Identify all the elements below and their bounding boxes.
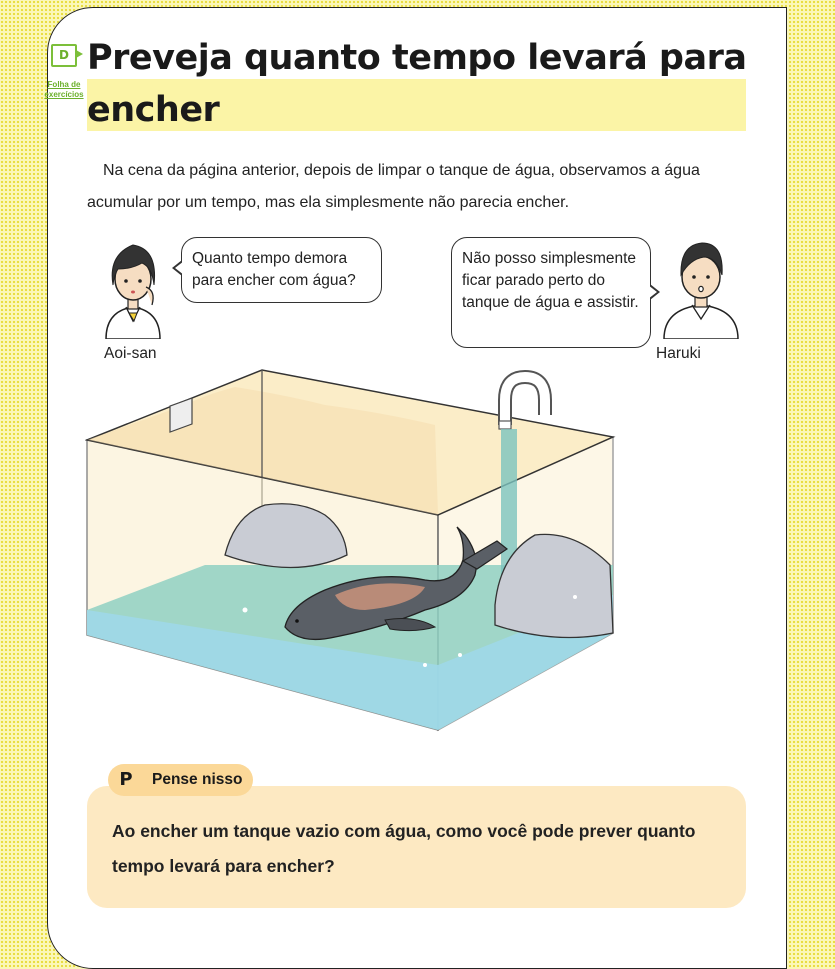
- worksheet-link[interactable]: Folha de exercícios: [44, 80, 84, 99]
- page-title: Preveja quanto tempo levará para encher: [87, 38, 747, 130]
- think-badge: P: [119, 769, 133, 790]
- haruki-avatar: [658, 235, 744, 339]
- intro-paragraph: Na cena da página anterior, depois de limpar o tanque de água, observamos a água acumular por um tempo, mas ela simplesmente não parecia encher.: [87, 162, 700, 211]
- aoi-san-avatar: [96, 235, 170, 339]
- haruki-speech-bubble: Não posso simplesmente ficar parado perto do tanque de água e assistir.: [451, 237, 651, 348]
- aoi-san-speech-bubble: Quanto tempo demora para encher com água?: [181, 237, 382, 303]
- haruki-name: Haruki: [656, 345, 701, 362]
- water-tank-illustration: [85, 365, 620, 735]
- worksheet-icon[interactable]: D: [51, 44, 77, 67]
- aoi-san-name: Aoi-san: [104, 345, 157, 362]
- think-question: Ao encher um tanque vazio com água, como você pode prever quanto tempo levará para encher?: [112, 821, 696, 876]
- think-label: Pense nisso: [152, 771, 243, 788]
